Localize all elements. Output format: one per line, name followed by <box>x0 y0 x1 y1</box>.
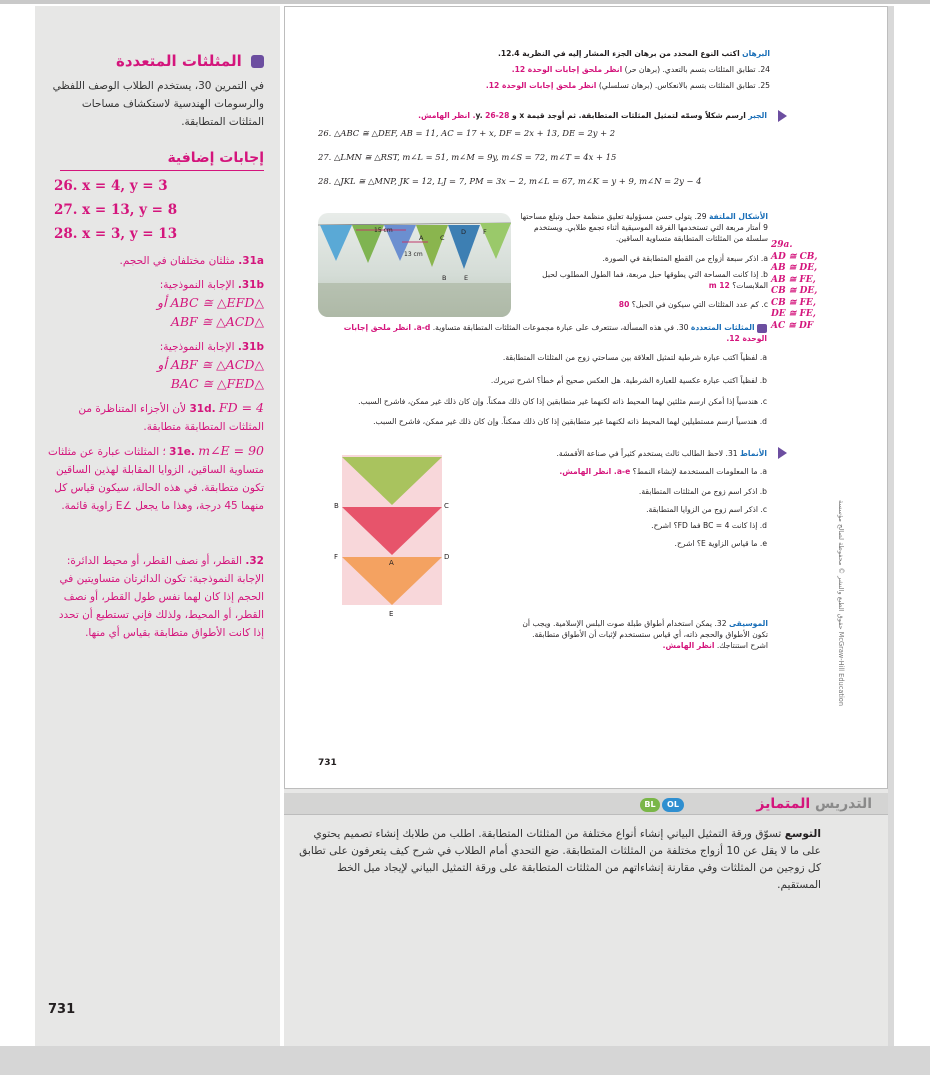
tri-point-c: C <box>444 502 449 510</box>
student-page-number: 731 <box>318 758 337 768</box>
bunting-photo <box>318 213 511 317</box>
q32: الموسيقى 32. يمكن استخدام أطواق طبلة صوت البلس الإسلامية. ويجب أن تكون الأطواق والحجم ذاته، أي قياس ستستخدم لإثبات أن الأطواق متطابقة. اشرح استنتاجك. انظر الهامش. <box>522 619 768 650</box>
margin-answer-29a: 29a. AD ≅ CB, AB ≅ DE, AB ≅ FE, CB ≅ DE, CB ≅ FE, DE ≅ FE, AC ≅ DF <box>771 240 861 332</box>
sidebar-page-number: 731 <box>48 1002 76 1017</box>
top-rule <box>0 0 930 4</box>
photo-label-13cm: 13 cm <box>404 251 423 258</box>
q31b: b. اذكر اسم زوج من المثلثات المتطابقة. <box>638 487 767 496</box>
q30d: d. هندسياً ارسم مستطيلين لهما المحيط ذاته لكنهما غير متطابقين إذا كان ذلك ممكناً. وإن كان ذلك غير ممكن، فاشرح السبب. <box>373 417 767 426</box>
margin-answer-line: CB ≅ DE, <box>771 286 818 296</box>
q-algebra: الجبر ارسم شكلاً وسمّه لتمثيل المثلثات المتطابقة. ثم أوجد قيمة x و y. 26-28. انظر الهامش. <box>418 111 767 120</box>
answer-32: 32. القطر، أو نصف القطر، أو محيط الدائرة: الإجابة النموذجية: تكون الدائرتان متساويتين في الحجم إذا كان لهما نفس طول القطر، أو نصف القطر، أو المحيط، ولذلك فإني تستطيع أن تحدد إذا كانت الأطواق متطابقة بقياس أي منها. <box>58 555 264 639</box>
q31a: a. ما المعلومات المستخدمة لإنشاء النمط؟ a-e. انظر الهامش. <box>559 467 767 476</box>
q29c: c. كم عدد المثلثات التي سيكون في الحبل؟ 80 <box>618 300 768 309</box>
arrow-icon <box>778 447 787 459</box>
photo-point-a: A <box>419 234 424 242</box>
photo-label-15cm: 15 cm <box>374 227 393 234</box>
puzzle-icon <box>757 324 767 333</box>
arrow-icon <box>778 110 787 122</box>
margin-answer-lines <box>771 252 861 333</box>
q31-intro: الأنماط 31. لاحظ الطالب ثالث يستخدم كثيراً في صناعة الأقمشة. <box>556 449 767 458</box>
answer-31a: 31a. مثلثان مختلفان في الحجم. <box>119 255 264 267</box>
q31d: d. إذا كانت BC = 4 فما FD؟ اشرح. <box>651 521 767 530</box>
tri-point-b: B <box>334 502 339 510</box>
q29-intro: الأشكال الملتفة 29. يتولى حسن مسؤولية تعليق منظمة حمل وتبلغ مساحتها 9 أمتار مربعة التي تستخدمها الفرقة الموسيقية أثناء تجمع طلابي. ويستخدم سلسلة من المثلثات المتطابقة متساوية الساقين. <box>520 212 768 243</box>
photo-point-e: E <box>464 274 469 282</box>
photo-point-c: C <box>440 234 445 242</box>
bl-badge: BL <box>640 798 660 812</box>
right-edge <box>888 6 894 1046</box>
answer-31b-first: 31b. الإجابة النموذجية: △ABC ≅ △EFD أو △ABF ≅ △ACD <box>157 279 264 329</box>
margin-answer-line: DE ≅ FE, <box>771 309 816 319</box>
bottom-rule <box>0 1046 930 1075</box>
q30a: a. لفظياً اكتب عبارة شرطية لتمثيل العلاقة بين مساحتي زوج من المثلثات المتطابقة. <box>502 353 767 362</box>
photo-point-f: F <box>483 228 487 236</box>
triangle-pattern-svg <box>332 455 454 625</box>
q24: 24. تطابق المثلثات بتسم بالتعدي. (برهان حر) انظر ملحق إجابات الوحدة 12. <box>511 65 770 74</box>
photo-point-d: D <box>461 228 467 236</box>
differentiated-instruction-title: التدريس المتمايز <box>756 796 872 812</box>
tri-point-e: E <box>389 610 394 618</box>
triangle-pattern <box>332 455 454 625</box>
q30b: b. لفظياً اكتب عبارة عكسية للعبارة الشرطية. هل العكس صحيح أم خطأ؟ اشرح تبريرك. <box>490 376 767 385</box>
puzzle-icon <box>251 55 264 68</box>
q25: 25. تطابق المثلثات بتسم بالانعكاس. (برهان تسلسلي) انظر ملحق إجابات الوحدة 12. <box>485 81 770 90</box>
margin-answer-line: AB ≅ DE, <box>771 263 818 273</box>
photo-point-b: B <box>442 274 447 282</box>
q29b: b. إذا كانت المساحة التي يطوقها حبل مربعة، فما الطول المطلوب لحبل الملابسات؟ 12 m <box>542 270 768 290</box>
q31c: c. اذكر اسم زوج من الزوايا المتطابقة. <box>646 505 767 514</box>
q30c: c. هندسياً إذا أمكن ارسم مثلثين لهما المحيط ذاته لكنهما غير متطابقين إذا كان ذلك ممكناً. وإن كان ذلك غير ممكن، فاشرح السبب. <box>358 397 767 406</box>
equation-26: 26. △ABC ≅ △DEF, AB = 11, AC = 17 + x, DF = 2x + 13, DE = 2y + 2 <box>318 128 616 138</box>
extension-paragraph: التوسع تسوّق ورقة التمثيل البياني إنشاء أنواع مختلفة من المثلثات المتطابقة. اطلب من طلابك إنشاء تصميم يحتوي على ما لا يقل عن 10 أزواج مختلفة من المثلثات المتطابقة. ضع التحدي أمام الطلاب في شرح كيف يتعرفون على تطابق كل زوجين من المثلثات وفي مقارنة إنشاءاتهم من المثلثات المتطابقة على ورقة التمثيل البياني لإيجاد ميل الخط المستقيم. <box>299 828 821 891</box>
sidebar-intro: في التمرين 30، يستخدم الطلاب الوصف اللفظي والرسومات الهندسية لاستكشاف مساحات المثلثات المتطابقة. <box>52 80 264 128</box>
margin-answer-line: AD ≅ CB, <box>771 251 818 262</box>
equation-27: 27. △LMN ≅ △RST, m∠L = 51, m∠M = 9y, m∠S = 72, m∠T = 4x + 15 <box>318 152 617 162</box>
answer-31e: 31e. m∠E = 90 ؛ المثلثات عبارة عن مثلثات متساوية الساقين، الزوايا المقابلة لهذين الساقين تكون متطابقة. في هذه الحالة، سيكون قياس كل منهما 45 درجة، وهذا ما يجعل ∠E زاوية قائمة. <box>48 443 264 512</box>
answer-31b-second: 31b. الإجابة النموذجية: △ABF ≅ △ACD أو △BAC ≅ △FED <box>157 341 264 391</box>
margin-answer-line: AB ≅ FE, <box>771 274 816 285</box>
copyright-note: حقوق الطبع والنشر © محفوظة لصالح مؤسسة McGraw-Hill Education <box>837 500 845 707</box>
additional-answers-heading: إجابات إضافية <box>60 150 264 171</box>
margin-answer-line: CB ≅ FE, <box>771 297 816 308</box>
answer-28: 28. x = 3, y = 13 <box>54 226 178 242</box>
answer-31d: 31d. FD = 4 لأن الأجزاء المتناظرة من المثلثات المتطابقة متطابقة. <box>78 400 264 433</box>
q-proof: البرهان اكتب النوع المحدد من برهان الجزء المشار إليه في النظرية 12.4. <box>497 49 770 58</box>
sidebar-title-text: المثلثات المتعددة <box>116 52 242 70</box>
answer-27: 27. x = 13, y = 8 <box>54 202 178 218</box>
answer-26: 26. x = 4, y = 3 <box>54 178 168 194</box>
tri-point-a: A <box>389 559 394 567</box>
q29a: a. اذكر سبعة أزواج من القطع المتطابقة في الصورة. <box>602 254 768 263</box>
tri-point-f: F <box>334 553 339 561</box>
q30-intro: المثلثات المتعددة 30. في هذه المسألة، ستتعرف على عبارة مجموعات المثلثات المتطابقة متساوية. a-d. انظر ملحق إجابات الوحدة 12. <box>343 323 767 343</box>
ol-badge: OL <box>662 798 684 812</box>
tri-point-d: D <box>444 553 450 561</box>
margin-answer-line: AC ≅ DF <box>771 320 814 331</box>
equation-28: 28. △JKL ≅ △MNP, JK = 12, LJ = 7, PM = 3x − 2, m∠L = 67, m∠K = y + 9, m∠N = 2y − 4 <box>318 176 702 186</box>
sidebar-title <box>48 52 264 70</box>
q31e: e. ما قياس الزاوية E؟ اشرح. <box>674 539 767 548</box>
